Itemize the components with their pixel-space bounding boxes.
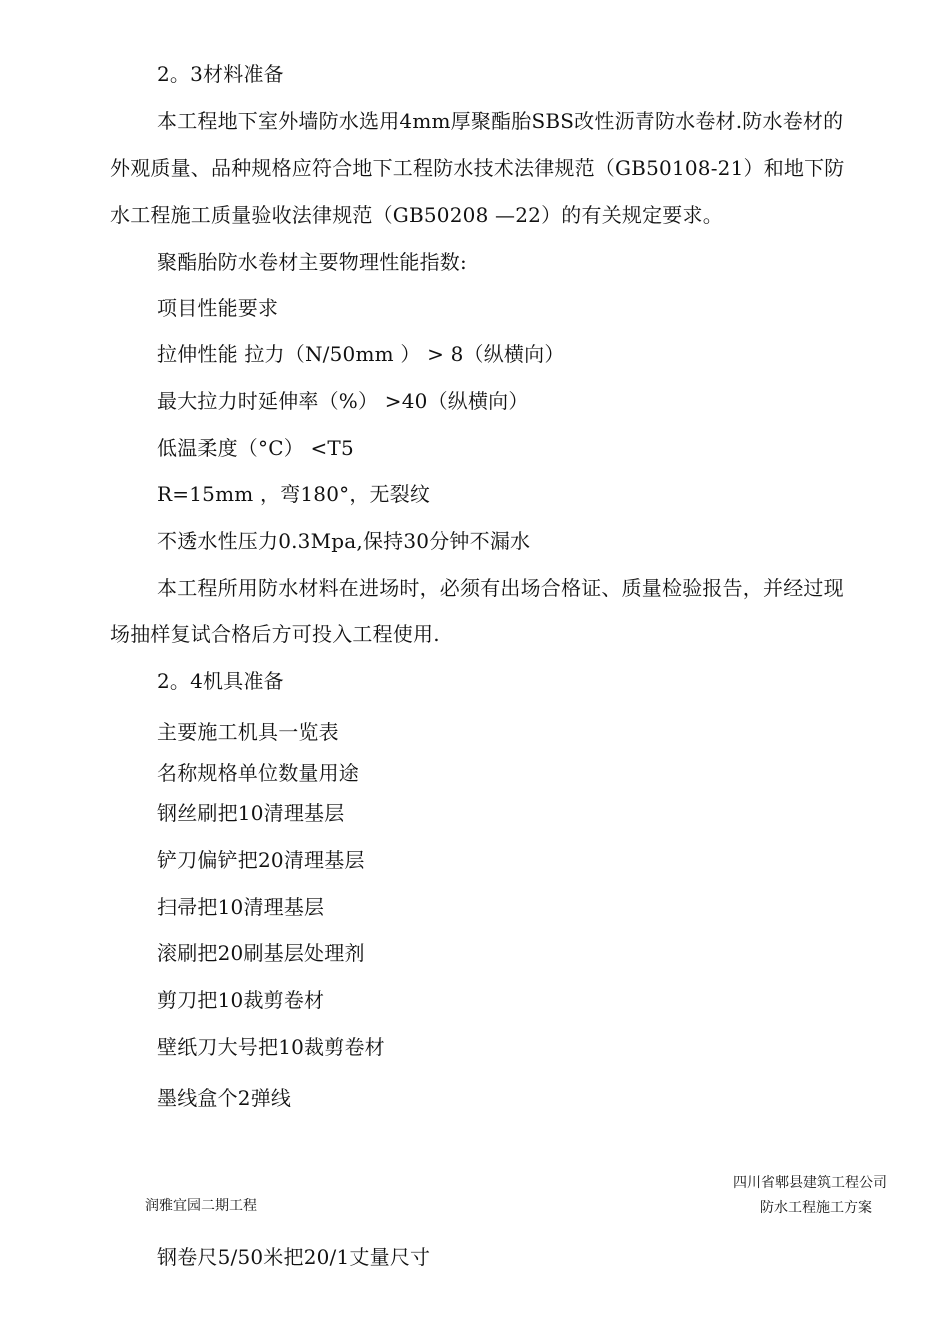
section-heading-2-3: 2。3材料准备 — [157, 62, 284, 86]
paragraph-line: 本工程地下室外墙防水选用4mm厚聚酯胎SBS改性沥青防水卷材.防水卷材的 — [157, 109, 844, 133]
spec-item: 拉伸性能 拉力（N/50mm ） > 8（纵横向） — [157, 342, 565, 366]
footer-company: 四川省郫县建筑工程公司 — [733, 1175, 887, 1191]
tool-row: 滚刷把20刷基层处理剂 — [157, 941, 365, 965]
footer-plan: 防水工程施工方案 — [760, 1200, 872, 1216]
paragraph-line: 本工程所用防水材料在进场时，必须有出场合格证、质量检验报告，并经过现 — [157, 576, 844, 600]
tool-row: 墨线盒个2弹线 — [157, 1086, 292, 1110]
paragraph-line: 外观质量、品种规格应符合地下工程防水技术法律规范（GB50108-21）和地下防 — [110, 156, 845, 180]
tool-row: 扫帚把10清理基层 — [157, 895, 325, 919]
paragraph-line: 场抽样复试合格后方可投入工程使用. — [110, 622, 440, 646]
tool-row: 钢卷尺5/50米把20/1丈量尺寸 — [157, 1245, 431, 1269]
tool-row: 钢丝刷把10清理基层 — [157, 801, 345, 825]
spec-item: 不透水性压力0.3Mpa,保持30分钟不漏水 — [157, 529, 531, 553]
spec-item: 低温柔度（°C） <T5 — [157, 436, 354, 460]
spec-intro: 聚酯胎防水卷材主要物理性能指数: — [157, 250, 467, 274]
spec-item: R=15mm ，弯180°，无裂纹 — [157, 482, 431, 506]
paragraph-line: 水工程施工质量验收法律规范（GB50208 —22）的有关规定要求。 — [110, 203, 723, 227]
section-heading-2-4: 2。4机具准备 — [157, 669, 284, 693]
tool-row: 铲刀偏铲把20清理基层 — [157, 848, 365, 872]
spec-header: 项目性能要求 — [157, 296, 279, 320]
footer-project: 润雅宜园二期工程 — [145, 1198, 257, 1214]
tools-table-title: 主要施工机具一览表 — [157, 720, 339, 744]
spec-item: 最大拉力时延伸率（%） >40（纵横向） — [157, 389, 529, 413]
tool-row: 剪刀把10裁剪卷材 — [157, 988, 325, 1012]
tool-row: 壁纸刀大号把10裁剪卷材 — [157, 1035, 385, 1059]
tools-table-header: 名称规格单位数量用途 — [157, 761, 359, 785]
